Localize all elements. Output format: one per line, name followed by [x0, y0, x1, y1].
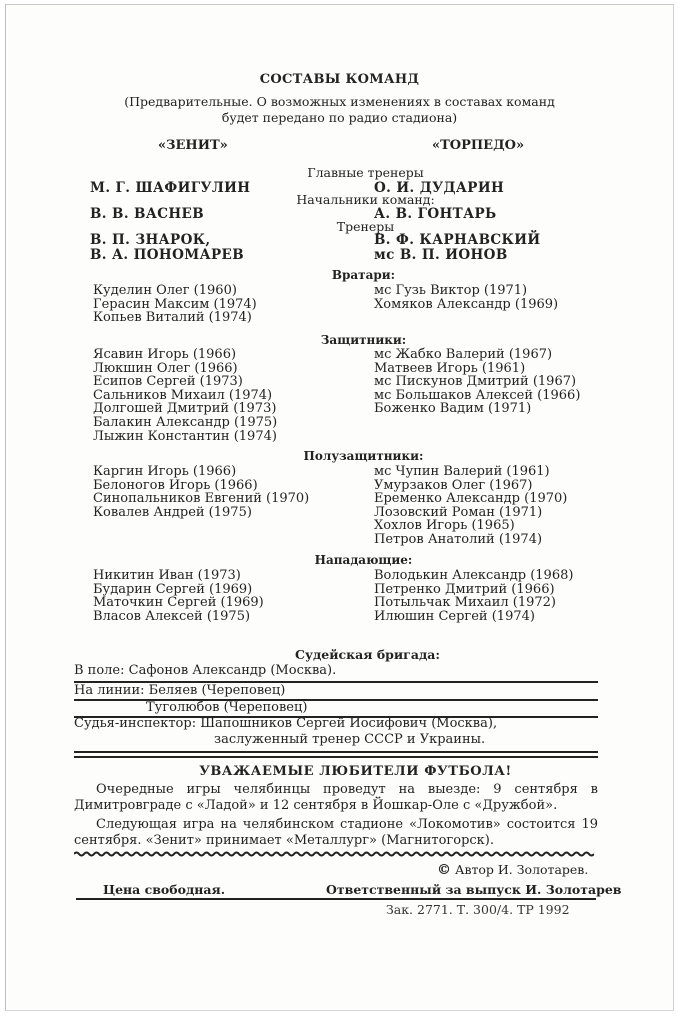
list-item: Ковалев Андрей (1975)	[93, 504, 252, 520]
list-item: Петренко Дмитрий (1966)	[374, 581, 555, 597]
midfielders-left-list	[93, 465, 309, 519]
author-name: Автор И. Золотарев.	[454, 862, 589, 877]
referee-line-1: На линии: Беляев (Череповец)	[74, 683, 286, 698]
list-item: мс Чупин Валерий (1961)	[374, 464, 550, 479]
list-item: Умурзаков Олег (1967)	[374, 477, 533, 493]
list-item: Еременко Александр (1970)	[374, 491, 568, 507]
list-item: Маточкин Сергей (1969)	[93, 595, 264, 611]
subtitle-line-1: (Предварительные. О возможных изменениях в составах команд	[124, 94, 555, 109]
forwards-left-list	[93, 569, 264, 623]
author-credit	[437, 862, 588, 878]
list-item: Есипов Сергей (1973)	[93, 374, 243, 390]
list-item: Матвеев Игорь (1961)	[374, 360, 526, 376]
print-info: Зак. 2771. Т. 300/4. ТР 1992	[386, 902, 570, 917]
responsible-editor: Ответственный за выпуск И. Золотарев	[326, 882, 622, 897]
subtitle-line-2: будет передано по радио стадиона)	[221, 110, 458, 125]
list-item: Хомяков Александр (1969)	[374, 296, 559, 312]
head-coach-right: О. И. ДУДАРИН	[374, 180, 505, 196]
list-item: Потыльчак Михаил (1972)	[374, 595, 556, 611]
list-item: мс Жабко Валерий (1967)	[374, 347, 553, 362]
referee-inspector-line-2: заслуженный тренер СССР и Украины.	[214, 732, 486, 747]
team-left-name: «ЗЕНИТ»	[158, 138, 228, 153]
coaches-right	[374, 233, 541, 263]
list-item: Боженко Вадим (1971)	[374, 401, 532, 417]
list-item: Герасин Максим (1974)	[93, 296, 257, 312]
list-item: Петров Анатолий (1974)	[374, 531, 543, 547]
list-item: Белоногов Игорь (1966)	[93, 477, 258, 493]
notice-paragraph-2: Следующая игра на челябинском стадионе «Локомотив» состоится 19 сентября. «Зенит» принимает «Металлург» (Магнитогорск).	[74, 817, 598, 848]
list-item: Власов Алексей (1975)	[93, 608, 251, 624]
list-item: Хохлов Игорь (1965)	[374, 518, 515, 534]
manager-left: В. В. ВАСНЕВ	[90, 206, 205, 222]
copyright-icon: ©	[437, 862, 451, 878]
coach-left-2: В. А. ПОНОМАРЕВ	[90, 247, 245, 263]
managers-label: Начальники команд:	[296, 192, 435, 207]
list-item: Балакин Александр (1975)	[93, 414, 278, 430]
page-subtitle	[0, 94, 679, 126]
referee-inspector-line-1: Судья-инспектор: Шапошников Сергей Иосифович (Москва),	[74, 716, 498, 731]
price-note: Цена свободная.	[103, 882, 226, 897]
list-item: Бударин Сергей (1969)	[93, 581, 253, 597]
list-item: Володькин Александр (1968)	[374, 568, 574, 583]
wavy-divider	[74, 851, 594, 857]
goalkeepers-label: Вратари:	[331, 268, 396, 282]
coaches-left	[90, 233, 244, 263]
list-item: Лыжин Константин (1974)	[93, 428, 277, 444]
forwards-right-list	[374, 569, 573, 623]
list-item: Синопальников Евгений (1970)	[93, 491, 310, 507]
head-coaches-label: Главные тренеры	[307, 165, 424, 180]
forwards-label: Нападающие:	[314, 553, 413, 567]
coach-left-1: В. П. ЗНАРОК,	[90, 232, 211, 248]
goalkeepers-right-list	[374, 284, 558, 311]
notice-title: УВАЖАЕМЫЕ ЛЮБИТЕЛИ ФУТБОЛА!	[199, 764, 512, 779]
head-coach-left: М. Г. ШАФИГУЛИН	[90, 180, 251, 196]
divider	[76, 898, 596, 900]
goalkeepers-left-list	[93, 284, 257, 325]
page-title: СОСТАВЫ КОМАНД	[259, 72, 420, 87]
manager-right: А. В. ГОНТАРЬ	[374, 206, 497, 222]
referee-field: В поле: Сафонов Александр (Москва).	[74, 663, 337, 678]
coach-right-2: мс В. П. ИОНОВ	[374, 247, 508, 263]
midfielders-right-list	[374, 465, 567, 547]
defenders-label: Защитники:	[320, 333, 407, 347]
list-item: Куделин Олег (1960)	[93, 283, 237, 298]
double-divider	[74, 751, 598, 758]
list-item: Никитин Иван (1973)	[93, 568, 241, 583]
coaches-label: Тренеры	[336, 219, 395, 234]
team-right-name: «ТОРПЕДО»	[432, 138, 525, 153]
list-item: мс Гузь Виктор (1971)	[374, 283, 528, 298]
notice-paragraph-1: Очередные игры челябинцы проведут на выезде: 9 сентября в Димитровграде с «Ладой» и 12 сентября в Йошкар-Оле с «Дружбой».	[74, 782, 598, 813]
list-item: Сальников Михаил (1974)	[93, 387, 273, 403]
referee-line-2: Туголюбов (Череповец)	[146, 700, 308, 715]
midfielders-label: Полузащитники:	[303, 449, 424, 463]
referees-label: Судейская бригада:	[295, 647, 440, 662]
list-item: Ясавин Игорь (1966)	[93, 347, 237, 362]
list-item: Копьев Виталий (1974)	[93, 310, 252, 326]
defenders-left-list	[93, 348, 277, 443]
list-item: Люкшин Олег (1966)	[93, 360, 238, 376]
list-item: мс Большаков Алексей (1966)	[374, 387, 581, 403]
list-item: Долгошей Дмитрий (1973)	[93, 401, 277, 417]
list-item: мс Пискунов Дмитрий (1967)	[374, 374, 577, 390]
coach-right-1: В. Ф. КАРНАВСКИЙ	[374, 232, 541, 248]
defenders-right-list	[374, 348, 580, 416]
list-item: Илюшин Сергей (1974)	[374, 608, 535, 624]
list-item: Лозовский Роман (1971)	[374, 504, 543, 520]
list-item: Каргин Игорь (1966)	[93, 464, 237, 479]
